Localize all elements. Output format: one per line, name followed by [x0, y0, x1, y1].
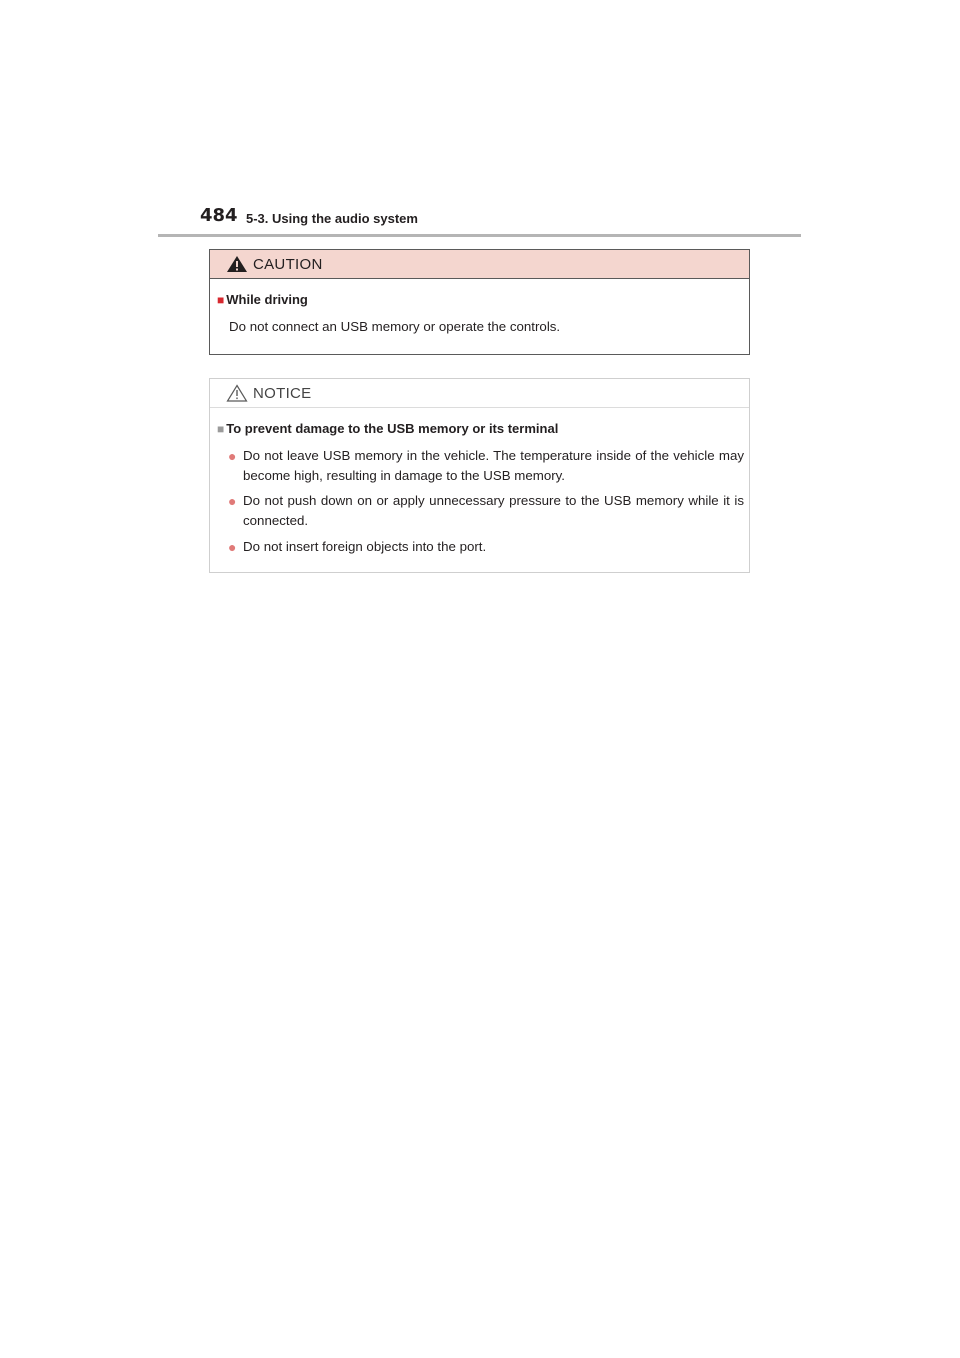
caution-topic — [217, 292, 308, 307]
circle-bullet-icon: ● — [228, 448, 237, 464]
notice-box — [209, 378, 750, 573]
list-item-text: Do not leave USB memory in the vehicle. The temperature inside of the vehicle may become high, resulting in damage to the USB memory. — [243, 448, 744, 483]
notice-topic-text: To prevent damage to the USB memory or its terminal — [226, 421, 559, 436]
section-title: 5-3. Using the audio system — [246, 211, 418, 226]
circle-bullet-icon: ● — [228, 493, 237, 509]
notice-label: NOTICE — [253, 385, 312, 402]
warning-triangle-filled-icon — [226, 255, 248, 273]
square-marker-icon: ■ — [217, 293, 225, 307]
caution-label: CAUTION — [253, 256, 323, 273]
list-item — [228, 446, 744, 486]
caution-box — [209, 249, 750, 355]
notice-topic — [217, 421, 558, 436]
circle-bullet-icon: ● — [228, 539, 237, 555]
square-marker-icon: ■ — [217, 422, 225, 436]
warning-triangle-outline-icon — [226, 384, 248, 402]
caution-topic-text: While driving — [226, 292, 308, 307]
notice-header — [210, 379, 749, 408]
page-header — [158, 200, 801, 237]
list-item-text: Do not insert foreign objects into the port. — [243, 539, 487, 554]
list-item-text: Do not push down on or apply unnecessary pressure to the USB memory while it is connected. — [243, 493, 744, 528]
caution-text: Do not connect an USB memory or operate the controls. — [229, 319, 561, 334]
caution-header — [210, 250, 749, 279]
list-item — [228, 491, 744, 531]
list-item — [228, 537, 744, 557]
page-number: 484 — [200, 205, 238, 226]
